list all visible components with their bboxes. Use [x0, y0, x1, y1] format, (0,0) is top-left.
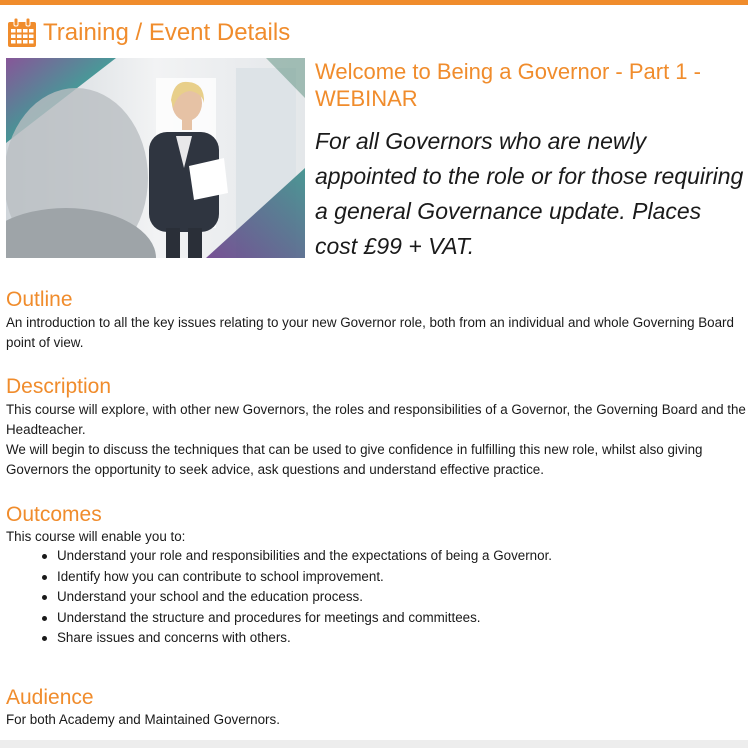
audience-heading: Audience — [6, 686, 94, 709]
description-paragraph-1: This course will explore, with other new Governors, the roles and responsibilities of a Governor, the Governing Board and the Headteacher. — [6, 402, 746, 437]
description-paragraph-2: We will begin to discuss the techniques that can be used to give confidence in fulfilling this new role, whilst also giving Governors the opportunity to seek advice, ask questions and understand effective practice. — [6, 442, 703, 477]
outline-text: An introduction to all the key issues relating to your new Governor role, both from an individual and whole Governing Board point of view. — [6, 315, 734, 350]
audience-text: For both Academy and Maintained Governors. — [6, 712, 280, 727]
event-photo — [6, 58, 305, 258]
bottom-band — [0, 740, 748, 748]
list-item: Identify how you can contribute to school improvement. — [57, 567, 552, 588]
list-item: Understand your role and responsibilities and the expectations of being a Governor. — [57, 546, 552, 567]
outline-heading: Outline — [6, 288, 73, 311]
outcomes-intro: This course will enable you to: — [6, 529, 186, 544]
list-item: Share issues and concerns with others. — [57, 628, 552, 649]
description-heading: Description — [6, 375, 112, 398]
event-subtitle: For all Governors who are newly appointed to the role or for those requiring a general Governance update. Places cost £99 + VAT. — [315, 128, 744, 259]
calendar-icon — [6, 17, 38, 49]
page-header — [6, 16, 290, 50]
list-item: Understand the structure and procedures for meetings and committees. — [57, 608, 552, 629]
outcomes-heading: Outcomes — [6, 503, 102, 526]
top-accent-rule — [0, 0, 748, 5]
list-item: Understand your school and the education process. — [57, 587, 552, 608]
page-title: Training / Event Details — [43, 19, 291, 46]
event-title: Welcome to Being a Governor - Part 1 - WEBINAR — [315, 59, 701, 111]
outcomes-list — [40, 546, 552, 649]
